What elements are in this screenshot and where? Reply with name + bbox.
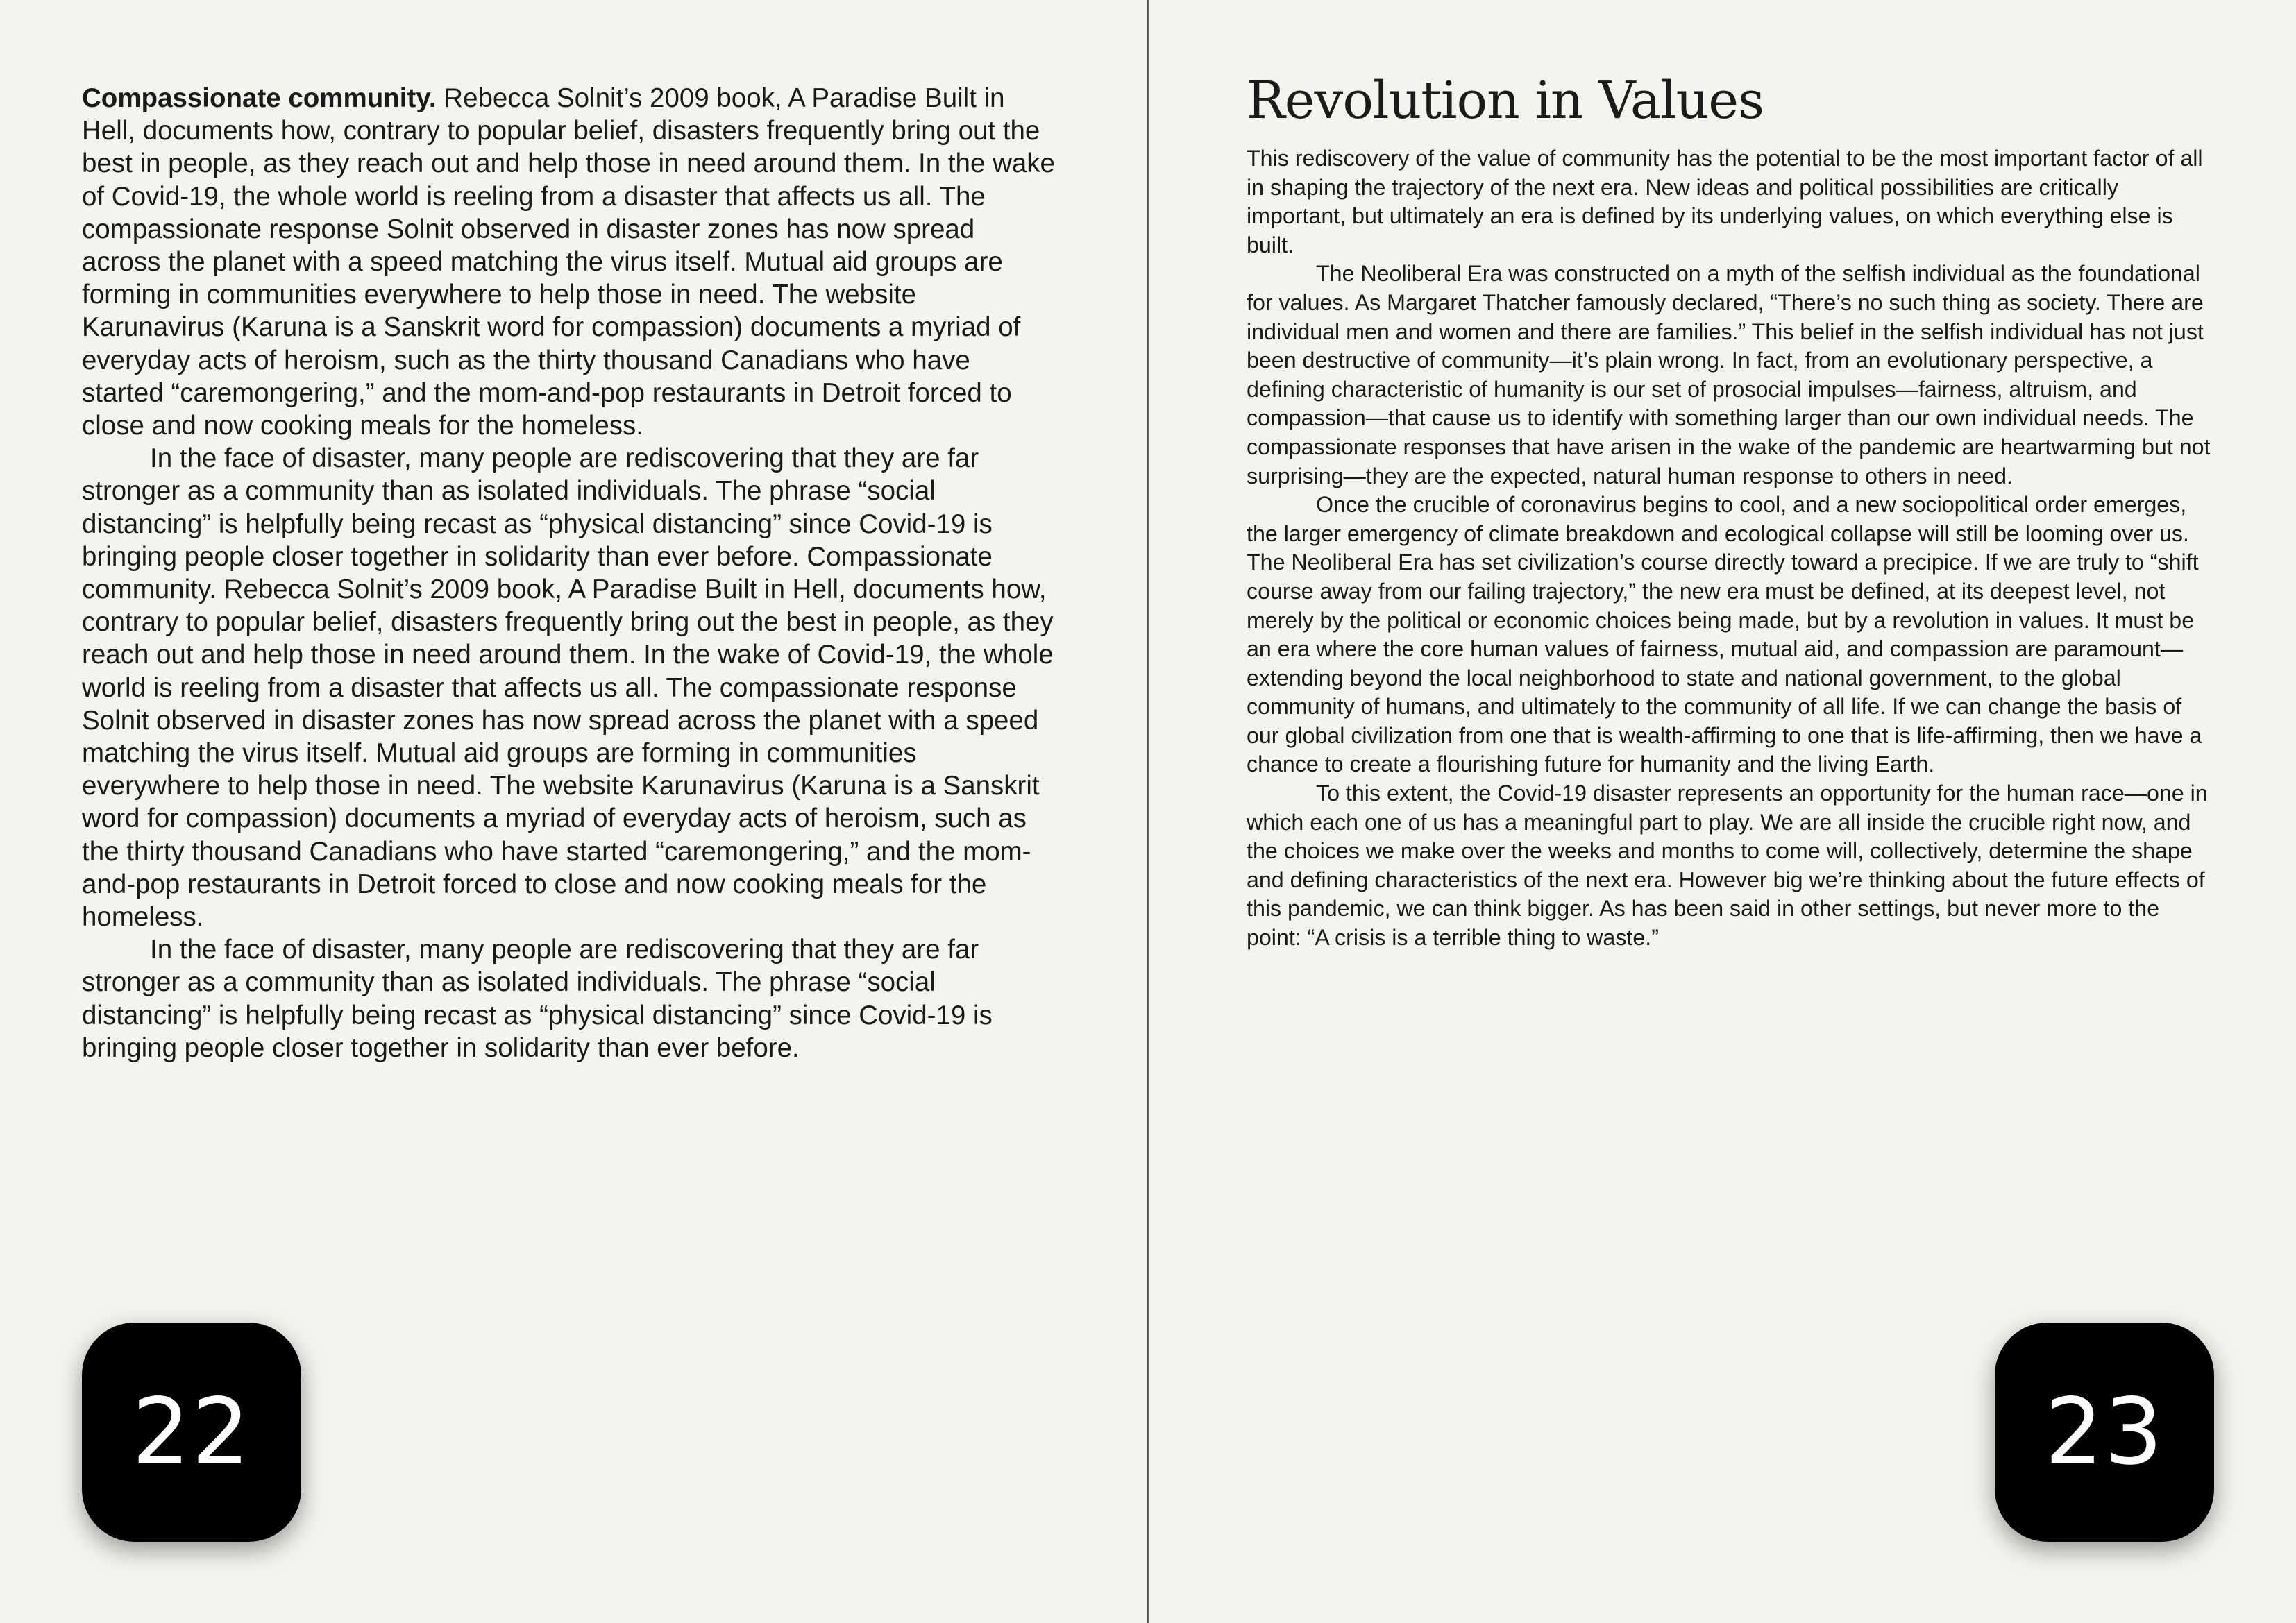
left-paragraph-2: In the face of disaster, many people are rediscovering that they are far stronger as a community than as isolated individuals. The phrase “social distancing” is helpfully being recast as “physical distancing” since Covid-19 is bringing people closer together in solidarity than ever before. Compassionate community. Rebecca Solnit’s 2009 book, A Paradise Built in Hell, documents how, contrary to popular belief, disasters frequently bring out the best in people, as they reach out and help those in need around them. In the wake of Covid-19, the whole world is reeling from a disaster that affects us all. The compassionate response Solnit observed in disaster zones has now spread across the planet with a speed matching the virus itself. Mutual aid groups are forming in communities everywhere to help those in need. The website Karunavirus (Karuna is a Sanskrit word for compassion) documents a myriad of everyday acts of heroism, such as the thirty thousand Canadians who have started “caremongering,” and the mom-and-pop restaurants in Detroit forced to close and now cooking meals for the homeless.: [82, 443, 1054, 933]
page-number-left: 22: [132, 1379, 251, 1486]
page-number-badge-left: [82, 1323, 301, 1542]
page-number-right: 23: [2045, 1379, 2164, 1486]
right-paragraph-1: This rediscovery of the value of community has the potential to be the most important factor of all in shaping the trajectory of the next era. New ideas and political possibilities are critically important, but ultimately an era is defined by its underlying values, on which everything else is built.: [1247, 146, 2203, 257]
left-paragraph-3: In the face of disaster, many people are rediscovering that they are far stronger as a community than as isolated individuals. The phrase “social distancing” is helpfully being recast as “physical distancing” since Covid-19 is bringing people closer together in solidarity than ever before.: [82, 935, 993, 1063]
right-page: [1149, 0, 2296, 1623]
right-paragraph-2: The Neoliberal Era was constructed on a myth of the selfish individual as the foundational for values. As Margaret Thatcher famously declared, “There’s no such thing as society. There are individual men and women and there are families.” This belief in the selfish individual has not just been destructive of community—it’s plain wrong. In fact, from an evolutionary perspective, a defining characteristic of humanity is our set of prosocial impulses—fairness, altruism, and compassion—that cause us to identify with something larger than our own individual needs. The compassionate responses that have arisen in the wake of the pandemic are heartwarming but not surprising—they are the expected, natural human response to others in need.: [1247, 261, 2211, 488]
paragraph-text: Rebecca Solnit’s 2009 book, A Paradise Built in Hell, documents how, contrary to popular belief, disasters frequently bring out the best in people, as they reach out and help those in need around them. In the wake of Covid-19, the whole world is reeling from a disaster that affects us all. The compassionate response Solnit observed in disaster zones has now spread across the planet with a speed matching the virus itself. Mutual aid groups are forming in communities everywhere to help those in need. The website Karunavirus (Karuna is a Sanskrit word for compassion) documents a myriad of everyday acts of heroism, such as the thirty thousand Canadians who have started “caremongering,” and the mom-and-pop restaurants in Detroit forced to close and now cooking meals for the homeless.: [82, 83, 1055, 441]
left-paragraph-1: [82, 82, 1057, 442]
right-paragraph-3: Once the crucible of coronavirus begins to cool, and a new sociopolitical order emerges, the larger emergency of climate breakdown and ecological collapse will still be looming over us. The Neoliberal Era has set civilization’s course directly toward a precipice. If we are truly to “shift course away from our failing trajectory,” the new era must be defined, at its deepest level, not merely by the political or economic choices being made, but by a revolution in values. It must be an era where the core human values of fairness, mutual aid, and compassion are paramount—extending beyond the local neighborhood to state and national government, to the global community of humans, and ultimately to the community of all life. If we can change the basis of our global civilization from one that is wealth-affirming to one that is life-affirming, then we have a chance to create a flourishing future for humanity and the living Earth.: [1247, 492, 2202, 777]
right-page-body: [1247, 69, 2218, 953]
section-title: Revolution in Values: [1247, 71, 1764, 130]
paragraph-lead-in: Compassionate community.: [82, 83, 437, 113]
right-page-text: [1247, 144, 2218, 953]
left-page: [0, 0, 1147, 1623]
left-page-body: [82, 82, 1057, 1064]
page-number-badge-right: [1995, 1323, 2214, 1542]
right-paragraph-4: To this extent, the Covid-19 disaster represents an opportunity for the human race—one in which each one of us has a meaningful part to play. We are all inside the crucible right now, and the choices we make over the weeks and months to come will, collectively, determine the shape and defining characteristics of the next era. However big we’re thinking about the future effects of this pandemic, we can think bigger. As has been said in other settings, but never more to the point: “A crisis is a terrible thing to waste.”: [1247, 781, 2208, 951]
